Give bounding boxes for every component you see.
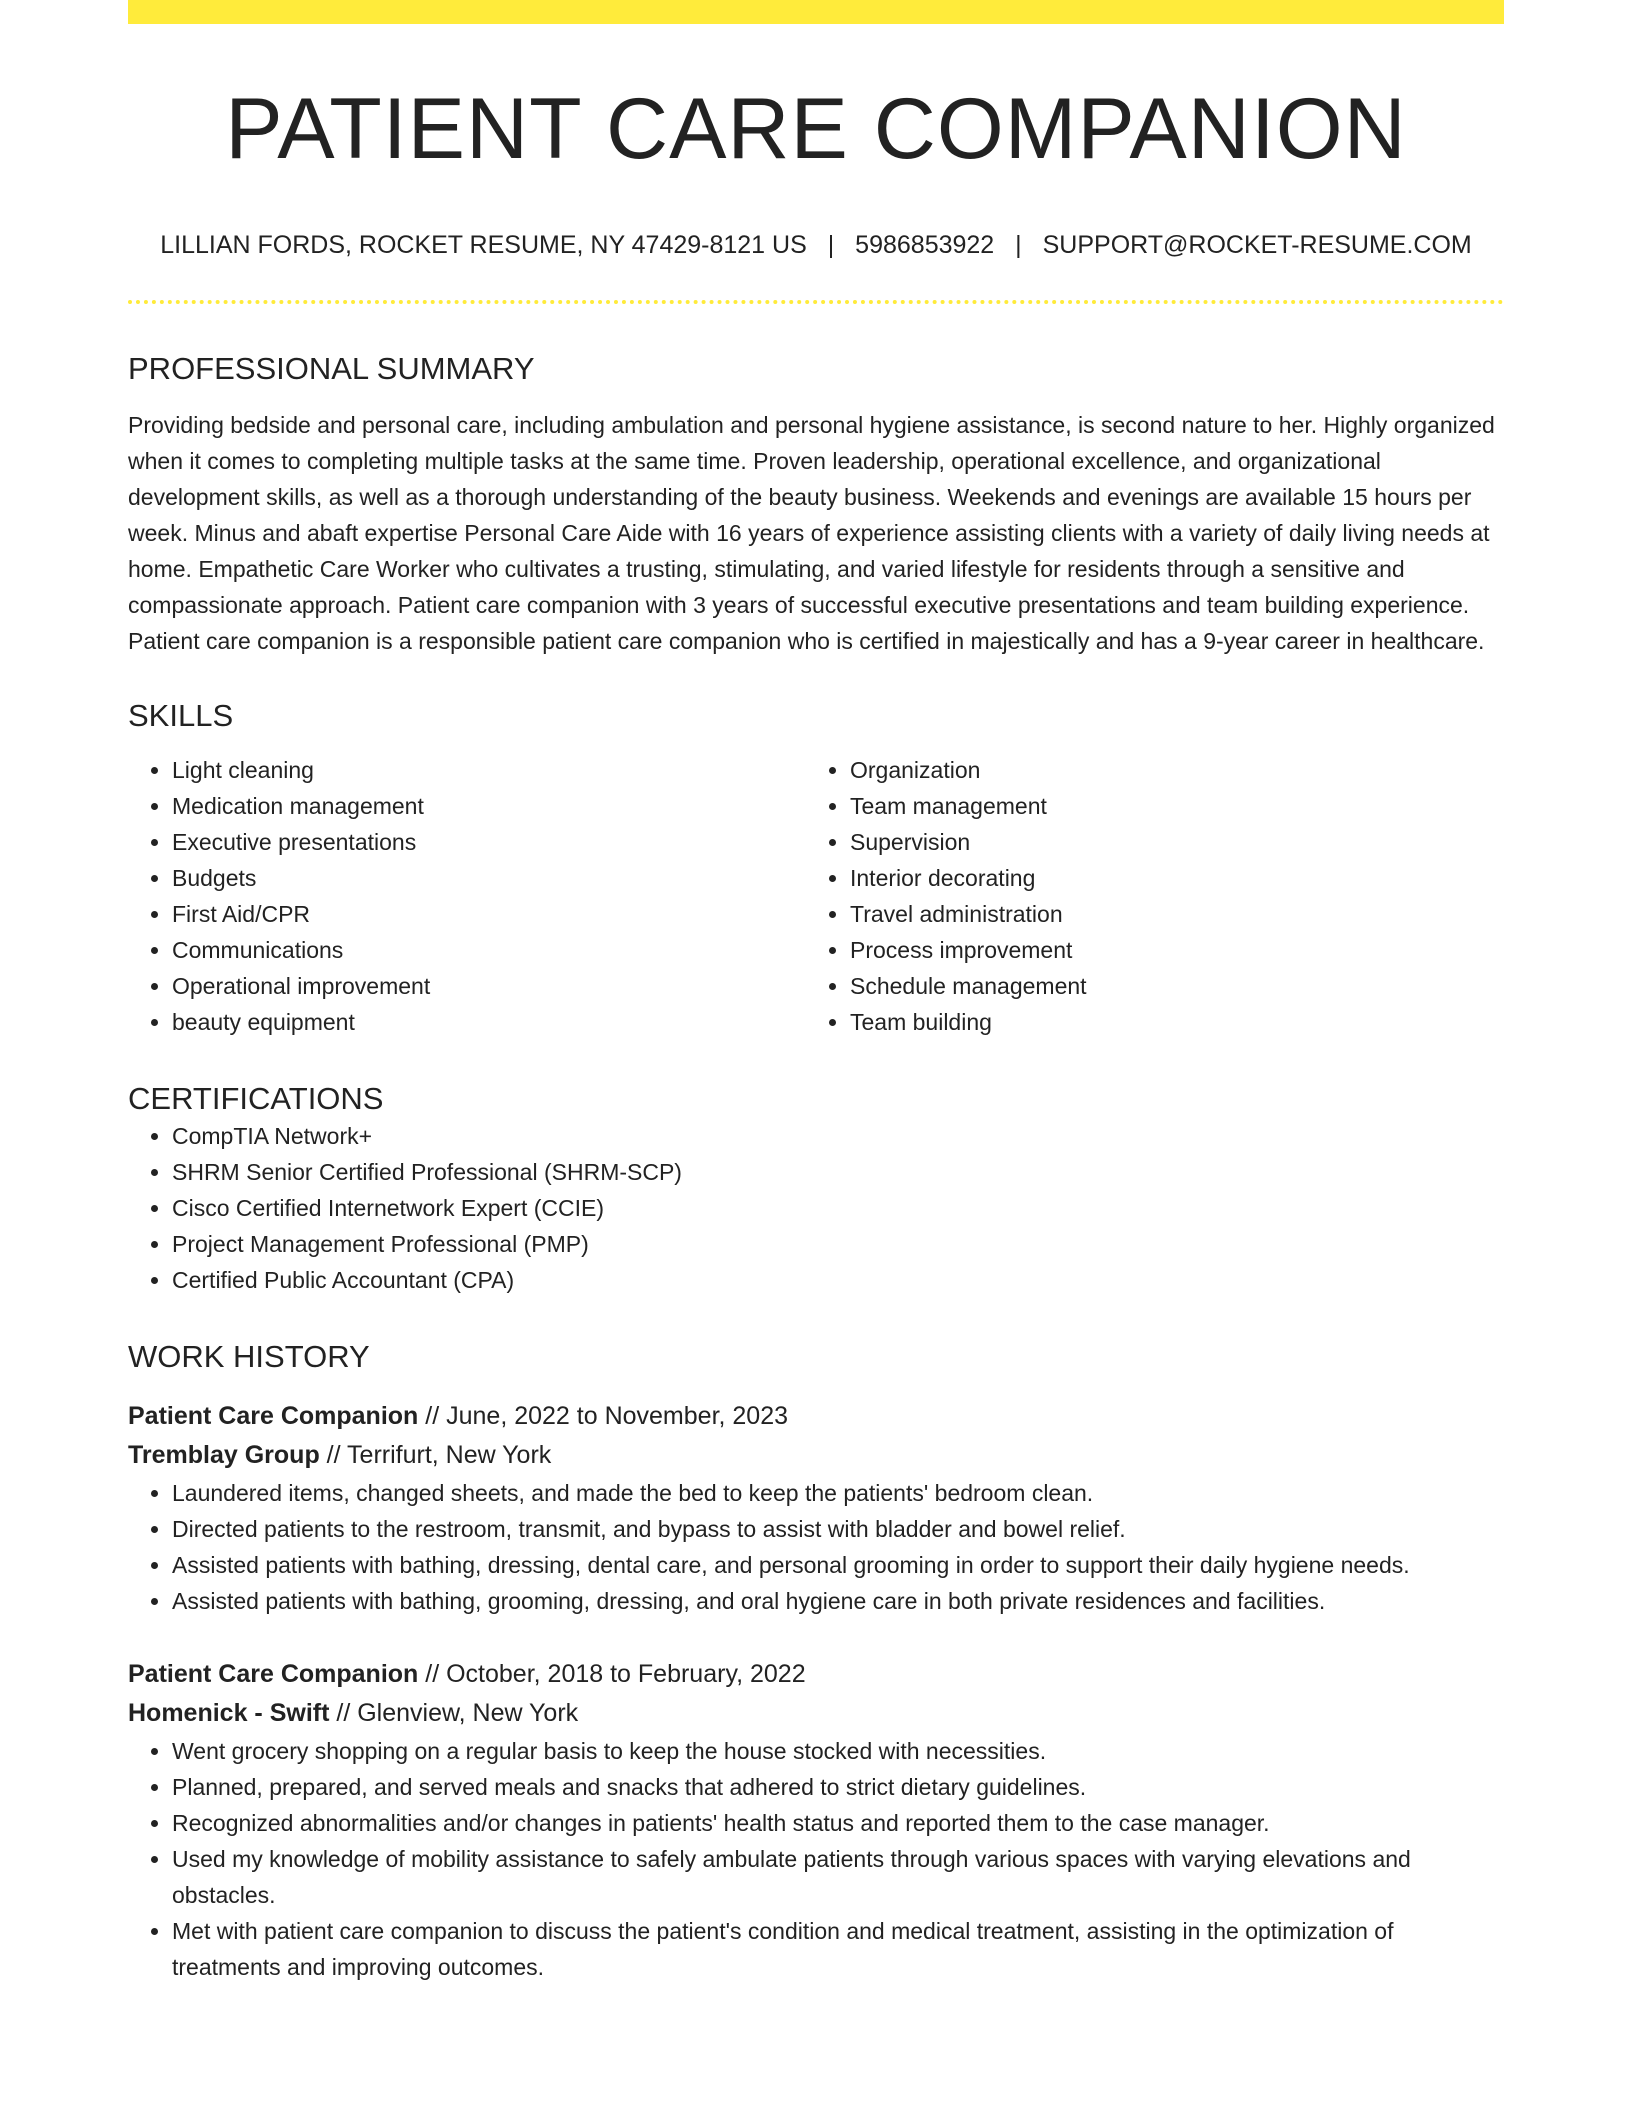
job-location: // Terrifurt, New York: [319, 1440, 552, 1469]
skill-item: • First Aid/CPR: [172, 896, 806, 932]
job-duty-item: • Planned, prepared, and served meals and snacks that adhered to strict dietary guidelines.: [172, 1769, 1504, 1805]
job-duty-item: • Recognized abnormalities and/or changes in patients' health status and reported them to the case manager.: [172, 1805, 1504, 1841]
skill-item: • Operational improvement: [172, 968, 806, 1004]
skill-item: • beauty equipment: [172, 1004, 806, 1040]
certification-item: • Cisco Certified Internetwork Expert (CCIE): [172, 1190, 1504, 1226]
job-duties-list: [128, 1475, 1504, 1619]
job-duty-item: • Laundered items, changed sheets, and made the bed to keep the patients' bedroom clean.: [172, 1475, 1504, 1511]
resume-page: [128, 0, 1504, 1985]
skill-item: • Team management: [850, 788, 1484, 824]
certifications-list: [128, 1118, 1504, 1298]
skills-column-right: [806, 752, 1484, 1040]
job-company: Tremblay Group: [128, 1440, 320, 1469]
work-history-heading: WORK HISTORY: [128, 1338, 370, 1374]
job-duty-item: • Directed patients to the restroom, transmit, and bypass to assist with bladder and bowel relief.: [172, 1511, 1504, 1547]
job-dates: // October, 2018 to February, 2022: [418, 1659, 806, 1688]
job-company-line: [128, 1694, 1504, 1733]
summary-heading: PROFESSIONAL SUMMARY: [128, 351, 535, 386]
skill-item: • Travel administration: [850, 896, 1484, 932]
certification-item: • Project Management Professional (PMP): [172, 1226, 1504, 1262]
skills-grid: [128, 752, 1504, 1040]
job-title-line: [128, 1655, 1504, 1694]
summary-text: Providing bedside and personal care, including ambulation and personal hygiene assistance, is second nature to her. Highly organized when it comes to completing multiple tasks at the same time. Proven leadership, operational excellence, and organizational development skills, as well as a thorough understanding of the beauty business. Weekends and evenings are available 15 hours per week. Minus and abaft expertise Personal Care Aide with 16 years of experience assisting clients with a variety of daily living needs at home. Empathetic Care Worker who cultivates a trusting, stimulating, and varied lifestyle for residents through a sensitive and compassionate approach. Patient care companion with 3 years of successful executive presentations and team building experience. Patient care companion is a responsible patient care companion who is certified in majestically and has a 9-year career in healthcare.: [128, 412, 1495, 655]
job-duties-list: [128, 1733, 1504, 1985]
work-history-list: [128, 1397, 1504, 1985]
skill-item: • Medication management: [172, 788, 806, 824]
job-company-line: [128, 1436, 1504, 1475]
contact-line: [128, 230, 1504, 260]
job-company: Homenick - Swift: [128, 1698, 330, 1727]
contact-email: SUPPORT@ROCKET-RESUME.COM: [1042, 231, 1472, 259]
certification-item: • Certified Public Accountant (CPA): [172, 1262, 1504, 1298]
job-dates: // June, 2022 to November, 2023: [418, 1401, 789, 1430]
skill-item: • Team building: [850, 1004, 1484, 1040]
skill-item: • Schedule management: [850, 968, 1484, 1004]
skill-item: • Organization: [850, 752, 1484, 788]
job-title: Patient Care Companion: [128, 1401, 419, 1430]
certifications-heading: CERTIFICATIONS: [128, 1081, 384, 1117]
job-duty-item: • Went grocery shopping on a regular basis to keep the house stocked with necessities.: [172, 1733, 1504, 1769]
job-entry: [128, 1655, 1504, 1985]
job-duty-item: • Used my knowledge of mobility assistance to safely ambulate patients through various spaces with varying elevations and obstacles.: [172, 1841, 1504, 1913]
skill-item: • Interior decorating: [850, 860, 1484, 896]
skill-item: • Process improvement: [850, 932, 1484, 968]
job-duty-item: • Assisted patients with bathing, dressing, dental care, and personal grooming in order to support their daily hygiene needs.: [172, 1547, 1504, 1583]
job-location: // Glenview, New York: [329, 1698, 579, 1727]
dotted-divider: [128, 300, 1504, 304]
skill-item: • Light cleaning: [172, 752, 806, 788]
skills-list-right: [806, 752, 1484, 1040]
skill-item: • Budgets: [172, 860, 806, 896]
resume-title: PATIENT CARE COMPANION: [225, 81, 1407, 177]
skills-column-left: [128, 752, 806, 1040]
skills-list-left: [128, 752, 806, 1040]
contact-phone: 5986853922: [855, 231, 995, 259]
job-title-line: [128, 1397, 1504, 1436]
skills-heading: SKILLS: [128, 698, 234, 734]
contact-address: LILLIAN FORDS, ROCKET RESUME, NY 47429-8121 US: [160, 231, 807, 259]
job-entry: [128, 1397, 1504, 1619]
job-duty-item: • Met with patient care companion to discuss the patient's condition and medical treatment, assisting in the optimization of treatments and improving outcomes.: [172, 1913, 1504, 1985]
certification-item: • CompTIA Network+: [172, 1118, 1504, 1154]
job-duty-item: • Assisted patients with bathing, grooming, dressing, and oral hygiene care in both private residences and facilities.: [172, 1583, 1504, 1619]
contact-separator: |: [1015, 231, 1022, 259]
skill-item: • Communications: [172, 932, 806, 968]
contact-separator: |: [827, 231, 835, 259]
skill-item: • Supervision: [850, 824, 1484, 860]
skill-item: • Executive presentations: [172, 824, 806, 860]
job-title: Patient Care Companion: [128, 1659, 419, 1688]
top-accent-bar: [128, 0, 1504, 24]
certification-item: • SHRM Senior Certified Professional (SHRM-SCP): [172, 1154, 1504, 1190]
